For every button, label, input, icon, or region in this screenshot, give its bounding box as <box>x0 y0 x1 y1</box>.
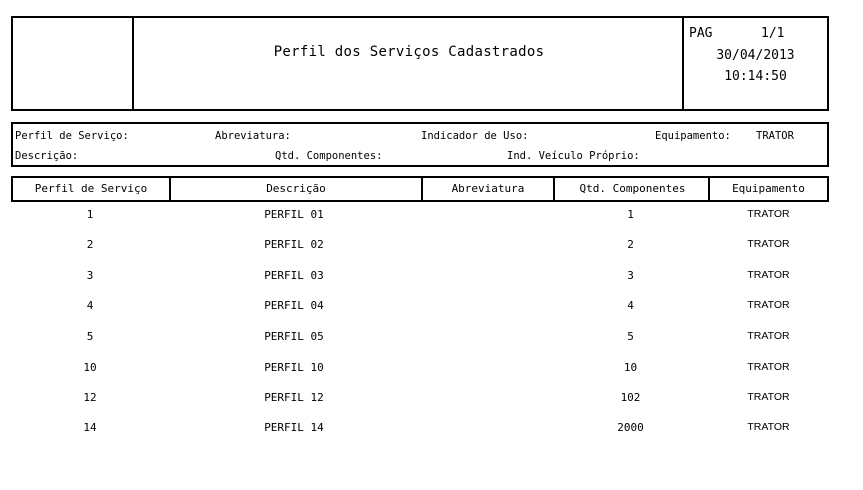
report-title: Perfil dos Serviços Cadastrados <box>273 44 545 60</box>
column-header-equipamento: Equipamento <box>732 182 805 195</box>
table-row <box>11 299 829 315</box>
filter-perfil-servico-label: Perfil de Serviço: <box>15 130 129 142</box>
filter-equipamento-value: TRATOR <box>756 130 794 142</box>
cell-qtd: 2000 <box>617 421 644 434</box>
cell-perfil: 14 <box>83 421 97 434</box>
filter-equipamento-label: Equipamento: <box>655 130 731 142</box>
cell-equipamento: TRATOR <box>747 330 790 342</box>
cell-qtd: 1 <box>627 208 634 221</box>
table-row <box>11 361 829 377</box>
cell-descricao: PERFIL 12 <box>264 391 324 404</box>
filter-indicador-uso-label: Indicador de Uso: <box>421 130 529 142</box>
cell-equipamento: TRATOR <box>747 299 790 311</box>
cell-descricao: PERFIL 01 <box>264 208 324 221</box>
cell-descricao: PERFIL 02 <box>264 238 324 251</box>
filter-panel <box>11 122 829 167</box>
cell-perfil: 3 <box>86 269 94 282</box>
filter-abreviatura-label: Abreviatura: <box>215 130 291 142</box>
cell-qtd: 3 <box>627 269 634 282</box>
cell-perfil: 2 <box>86 238 94 251</box>
cell-perfil: 5 <box>86 330 94 343</box>
cell-descricao: PERFIL 04 <box>264 299 324 312</box>
column-header-abreviatura: Abreviatura <box>451 182 525 195</box>
page-label: PAG <box>689 26 713 41</box>
table-row <box>11 208 829 224</box>
cell-equipamento: TRATOR <box>747 361 790 373</box>
column-header-descricao: Descrição <box>266 182 326 195</box>
filter-qtd-componentes-label: Qtd. Componentes: <box>275 150 383 162</box>
column-header-perfil: Perfil de Serviço <box>34 182 148 195</box>
cell-perfil: 4 <box>86 299 94 312</box>
page-number: 1/1 <box>761 26 785 41</box>
cell-perfil: 10 <box>83 361 97 374</box>
table-header <box>11 176 829 202</box>
cell-equipamento: TRATOR <box>747 208 790 220</box>
filter-descricao-label: Descrição: <box>15 150 79 162</box>
table-row <box>11 269 829 285</box>
cell-qtd: 4 <box>627 299 634 312</box>
cell-qtd: 10 <box>623 361 638 374</box>
cell-perfil: 1 <box>86 208 94 221</box>
report-date: 30/04/2013 <box>716 48 795 63</box>
logo-cell <box>13 18 134 109</box>
cell-equipamento: TRATOR <box>747 238 790 250</box>
report-header <box>11 16 829 111</box>
cell-equipamento: TRATOR <box>747 269 790 281</box>
cell-equipamento: TRATOR <box>747 421 790 433</box>
cell-descricao: PERFIL 05 <box>264 330 324 343</box>
column-header-qtd: Qtd. Componentes <box>579 182 686 195</box>
table-row <box>11 421 829 437</box>
filter-ind-veiculo-proprio-label: Ind. Veículo Próprio: <box>507 150 640 162</box>
cell-descricao: PERFIL 10 <box>264 361 324 374</box>
report-meta <box>682 18 827 109</box>
cell-descricao: PERFIL 14 <box>264 421 324 434</box>
cell-qtd: 5 <box>627 330 634 343</box>
table-row <box>11 238 829 254</box>
cell-equipamento: TRATOR <box>747 391 790 403</box>
table-row <box>11 391 829 407</box>
report-time: 10:14:50 <box>724 69 787 84</box>
cell-descricao: PERFIL 03 <box>264 269 324 282</box>
table-row <box>11 330 829 346</box>
cell-qtd: 2 <box>627 238 634 251</box>
cell-perfil: 12 <box>83 391 97 404</box>
cell-qtd: 102 <box>620 391 641 404</box>
